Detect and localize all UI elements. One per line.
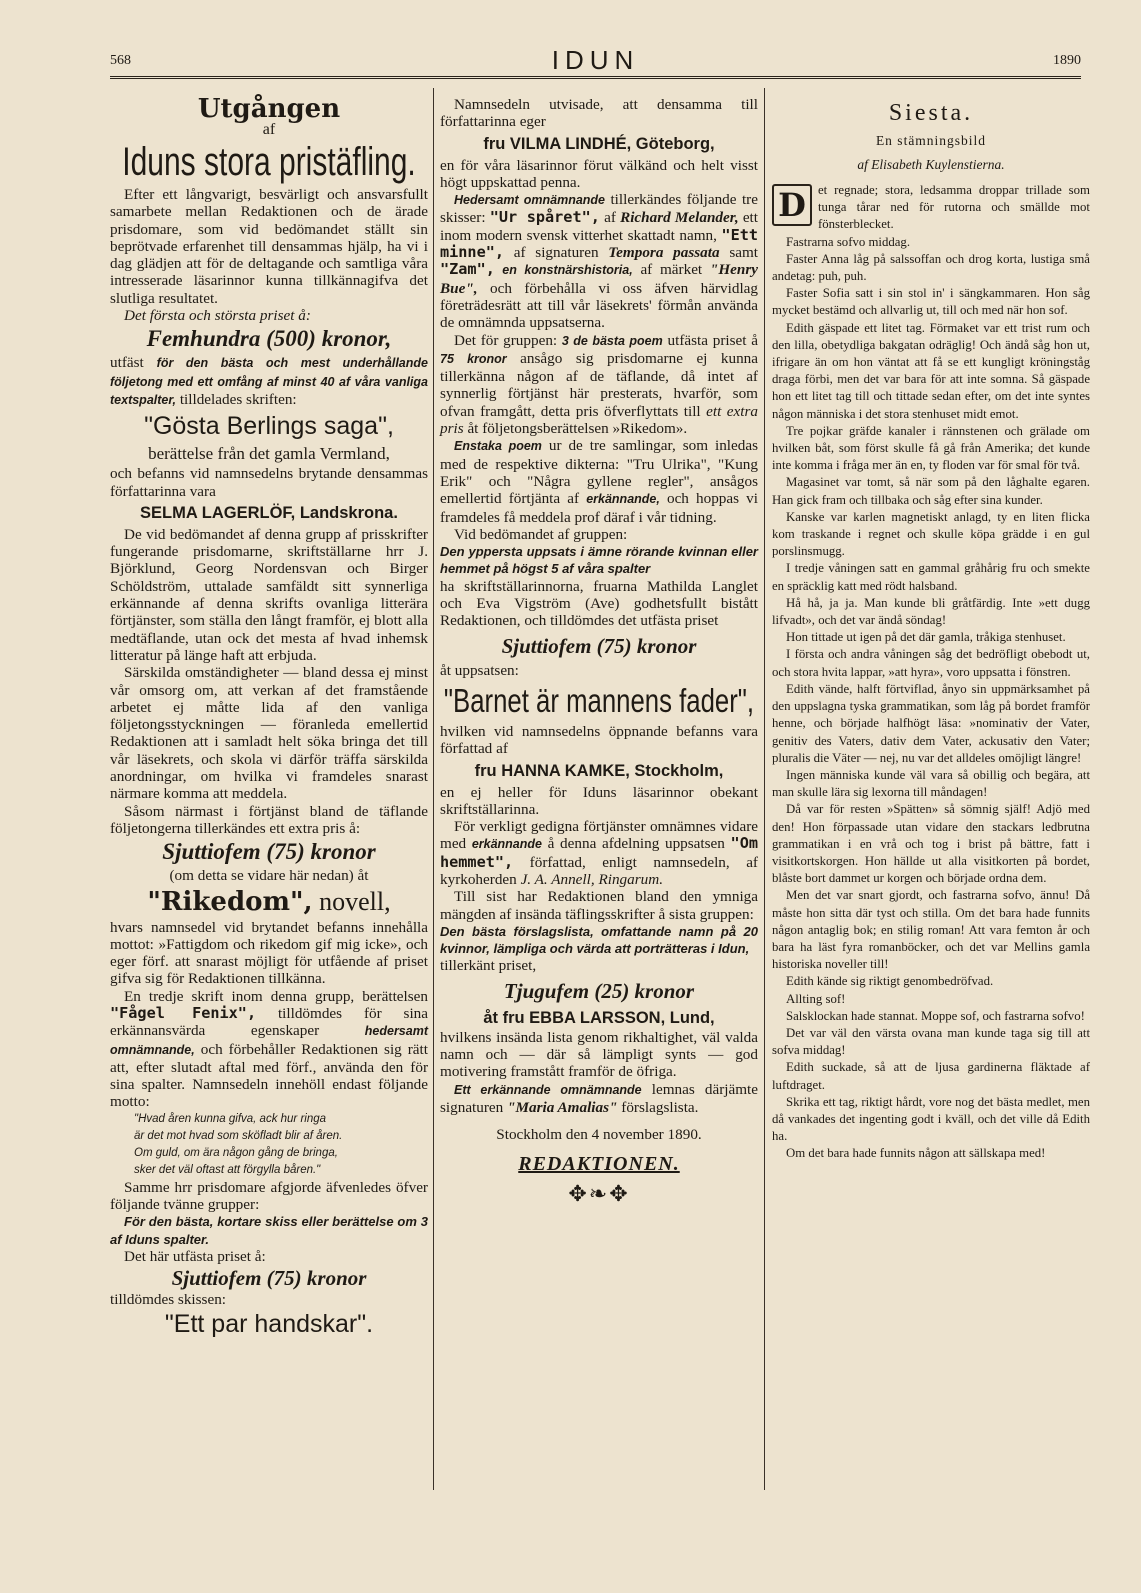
richard-name: Richard Melander, [620,209,739,227]
motto-line: är det mot hvad som sköfladt blir af åren. [134,1129,343,1142]
author-hanna: fru HANNA KAMKE, Stockholm, [474,761,724,780]
intro-paragraph: Efter ett långvarigt, besvärligt och ansvarsfullt samarbete mellan Redaktionen och de ärade prisdomare, som vid bedömandet ställt sin beprötvade erfarenhet till densammas hjälp, ha vi i dag glädjen att för de deltagande och samtliga våra intresserade läsarinnor kunna tillkännagifva det slutliga resultatet. [110,186,428,307]
prize-75-rikedom: Sjuttiofem (75) kronor [162,839,376,865]
text-span: Enstaka poem [454,439,542,454]
dateline: Stockholm den 4 november 1890. [496,1126,702,1144]
story-paragraph: Allting sof! [786,991,846,1006]
judges2-paragraph: Samme hrr prisdomare afgjorde äfvenledes öfver följande tvänne grupper: [110,1178,428,1214]
zam-title: "Zam", [440,260,495,279]
text-span: ett inom modern svensk vitterhet skattadt namn, [440,209,758,244]
text-span: och hoppas vi framdeles få meddela prof däraf i vår tidning. [440,490,758,526]
text-span: åt följetongsberättelsen »Rikedom». [463,420,688,438]
text-span: erkännande, [586,492,660,507]
rikedom-paragraph: hvars namnsedel vid brytandet befanns innehålla mottot: »Fattigdom och rikedom gif mig icke», och eger förf. att snarast möjligt för utfående af priset gifva sig för Redaktionen tillkänna. [110,918,428,988]
text-span: förslagslista. [617,1098,699,1116]
text-span: 75 kronor [440,351,507,366]
circumstances-paragraph: Särskilda omständigheter — bland dessa ej minst vår omsorg om, att verkan af det framstående arbetet ej måtte lida af den vanliga följetongsstyckningen — föranleda emellertid Redaktionen att i samladt helt söka bringa det till vår läsekrets, och skola vi därför träffa särskilda anordningar, om hvilka vi framdeles snarast närmare komma att meddela. [110,664,428,803]
text-span: et regnade; stora, ledsamma droppar trillade som tunga tårar ned för rutorna och smällde mot fönsterblecket. [818,183,1090,232]
story-paragraph: Om det bara hade funnits någon att sällskapa med! [786,1146,1046,1161]
author-vilma: fru VILMA LINDHÉ, Göteborg, [483,134,715,153]
story-paragraph: Magasinet var tomt, så när som på den låghalte egaren. Han gick fram och tillbaka och såg efter sina kunder. [772,475,1090,507]
story-title: Siesta. [888,100,974,126]
story-paragraph: Hon tittade ut igen på det där gamla, tråkiga stenhuset. [786,630,1066,645]
name-intro: Namnsedeln utvisade, att densamma till författarinna eger [440,96,758,131]
text-span: tillerkändes följande tre skisser: [440,191,758,227]
motto-verse [110,1111,428,1179]
group-short-sketch: För den bästa, kortare skiss eller berättelse om 3 af Iduns spalter. [110,1214,428,1247]
henry-signature: "Henry Bue", [440,261,758,297]
text-span: hedersamt omnämnande, [110,1024,428,1057]
story-paragraph: Fastrarna sofvo middag. [786,234,911,249]
story-paragraph: Men det var snart gjordt, och fastrarna sofvo, ännu! Då måste hon sitta där tyst och stilla. Om det bara hade funnits någon antaglig bok; en stilig roman! Att vara femton år och bara ha läst fyra romanböcker, och det var Mellins gamla historiska noveller till! [772,888,1090,972]
awarded-lead: tilldömdes skissen: [110,1291,227,1309]
fagel-paragraph [110,988,428,1111]
text-span: novell, [312,886,391,916]
text-span: tilldelades skriften: [176,390,297,408]
enstaka-paragraph [440,437,758,525]
at-uppsatsen: åt uppsatsen: [440,661,519,679]
barnet-text: hvilken vid namnsedelns öppnande befanns vara författad af [440,722,758,758]
story-paragraph: I första och andra våningen såg det bedröfligt obebodt ut, och stora hvita lappar, »att hyra», voro uppsatta i fönstren. [772,647,1090,679]
text-span: och förbehålla vi oss äfven härvidlag företrädesrätt att till vår läsekrets' förmån använda de omnämnda uppsatserna. [440,279,758,332]
story-paragraph: I tredje våningen satt en gammal gråhårig fru och smekte en spräcklig katt med rödt halsband. [772,561,1090,593]
ebba-text: hvilkens insända lista genom rikhaltighet, väl valda namn och — där så lämpligt synts — god motivering framstått framför de öfriga. [440,1028,758,1081]
rikedom-title: "Rikedom", [147,886,313,917]
gosta-title: "Gösta Berlings saga", [144,412,394,441]
announcement-af: af [262,121,276,138]
text-span: Ett erkännande omnämnande [454,1082,642,1097]
text-span: ansågo sig prisdomarne ej kunna tillerkänna någon af de täflande, då intet af synnerlig förtjänst här presterats, hvarför, som ofvan framgått, detta pris öfverflyttats till [440,349,759,420]
text-span: å denna afdelning uppsatsen [541,835,731,853]
vid-text: ha skriftställarinnorna, fruarna Mathilda Langlet och Eva Vigström (Ave) godhetsfullt bistått Redaktionen, och tilldömdes det utfästa priset [440,577,758,630]
text-span: En tredje skrift inom denna grupp, berättelsen [124,987,428,1005]
story-paragraph: Ingen människa kunde väl vara så obillig och begära, att man skulle lära sig lexorna till måndagen! [772,767,1090,800]
column-1 [110,96,428,1339]
prize-75-skiss: Sjuttiofem (75) kronor [171,1266,367,1291]
prize-75-barnet: Sjuttiofem (75) kronor [501,633,697,658]
story-paragraph: Kanske var karlen magnetiskt anlagd, ty en liten flicka kom traskande i regnet och skulle köpa grädde i en gul porslinsmugg. [772,509,1090,559]
tempora-signature: Tempora passata [608,244,720,262]
text-span: utfästa priset å [662,331,758,349]
poem-paragraph [440,332,758,438]
annell-name: J. A. Annell, Ringarum. [520,870,664,888]
last-group: Den bästa förslagslista, omfattande namn på 20 kvinnor, lämpliga och värda att porträtteras i Idun, [440,923,758,957]
last-lead: Till sist har Redaktionen bland den ymniga mängden af insända täflingsskrifter å sista gruppen: [440,888,758,923]
prize-500-text [110,354,428,409]
hemmet-title: "Om hemmet", [440,834,758,871]
column-2 [440,96,759,1206]
text-span: utfäst [110,354,157,372]
tillerkant: tillerkänt priset, [440,957,537,975]
announcement-heading: Utgången [197,94,341,124]
here-prize-lead: Det här utfästa priset å: [124,1247,266,1265]
story-paragraph: Faster Sofia satt i sin stol in' i sängkammaren. Hon såg mycket bestämd och allvarlig ut, till och med när hon sof. [772,286,1090,318]
prize-500: Femhundra (500) kronor, [146,326,392,352]
fagel-title: "Fågel Fenix", [110,1003,257,1022]
story-paragraph: Tre pojkar gräfde kanaler i rännstenen och grälade om hvilken båt, som först skulle få gå från Amerika; det kunde inte komma i fråga mer än en, ty floden var för smal för två. [772,423,1090,473]
story-byline: af Elisabeth Kuylenstierna. [857,157,1005,172]
judges-paragraph: De vid bedömandet af denna grupp af prisskrifter fungerande prisdomarne, skriftställarne hrr J. Björklund, Georg Nordensvan och Birger Schöldström, uttalade samfäldt sitt synnerliga erkännande af denna skrifts ovanliga litterära förtjänster, som ställa den långt framför, ej blott alla medtäflande, utan ock det mesta af hvad inhemsk litteratur på länge haft att erbjuda. [110,525,428,664]
text-span: lemnas därjämte signaturen [440,1080,758,1116]
spaaret-title: "Ur spåret", [489,208,600,227]
text-span: ett extra pris [440,402,758,438]
text-span: ur de tre samlingar, som inledas med de respektive dikterna: "Tru Ulrika", "Kung Erik" och "Några gyllene regler", ansågos emellertid förtjänta af [440,437,758,508]
maria-paragraph [440,1081,758,1117]
motto-line: Om guld, om ära någon gång de bringa, [134,1146,338,1159]
motto-line: sker det väl oftast att förgylla båren." [134,1163,321,1176]
hanna-text: en ej heller för Iduns läsarinnor obekant skriftställarinna. [440,783,758,818]
story-paragraph: Då var för resten »Spätten» så sömnig själf! Adjö med den! Hon förpassade utan vidare den stackars ledbrutna grammatikan i en vrå och tog i brist på bättre, fatt i visitkortskorgen. Hon hällde ut alla visitkorten på bordet, blåste bort dammet ur korgen och började ordna dem. [772,802,1090,886]
story-paragraph: Faster Anna låg på salssoffan och drog korta, lustiga små andetag: puh, puh. [772,251,1090,284]
extra-prize-lead: Såsom närmast i förtjänst bland de täflande följetongerna tillerkändes ett extra pris å: [110,802,428,837]
story-subtitle: En stämningsbild [875,133,987,148]
column-divider-2 [764,88,765,1490]
text-span: För verkligt gedigna förtjänster omnämnes vidare med [440,818,758,853]
story-paragraph: Det var väl den värsta ovana man kunde taga sig till att sofva middag! [772,1025,1090,1058]
page-number: 568 [110,53,131,68]
story-paragraph: Edith vände, halft förtviflad, ånyo sin uppmärksamhet på den uppslagna tyska grammatikan, som låg på bordet framför henne, och började halfhögt läsa: »nominativ der Vater, genitiv des Vaters, dativ dem Vater, ackusativ den Vater; pluralis die Väter — nej, nu var det alldeles omöjligt längre! [772,681,1090,765]
story-paragraph: Hå hå, ja ja. Man kunde bli gråtfärdig. Inte »ett dugg lifvadt», och det var ändå söndag! [772,595,1090,628]
prize-25: Tjugufem (25) kronor [503,978,695,1003]
text-span: en konstnärshistoria, [494,263,633,278]
honorable-mentions [440,191,758,331]
barnet-title: "Barnet är mannens fader", [443,681,755,719]
author-ebba: åt fru EBBA LARSSON, Lund, [483,1008,715,1027]
page-year: 1890 [1053,53,1081,68]
story-paragraph: Edith kände sig riktigt genombedröfvad. [786,974,994,989]
vid-lead: Vid bedömandet af gruppen: [454,525,628,543]
text-span: Det för gruppen: [454,331,562,349]
text-span: författad, enligt namnsedeln, af kyrkoherden [440,853,758,888]
see-below-note: (om detta se vidare här nedan) åt [169,867,369,885]
column-3 [772,96,1090,1163]
first-prize-lead: Det första och största priset å: [124,307,311,325]
rikedom-heading [110,885,428,919]
maria-signature: "Maria Amalias" [507,1098,618,1116]
text-span: samt [719,244,758,262]
motto-line: "Hvad åren kunna gifva, ack hur ringa [134,1112,327,1125]
column-divider-1 [433,88,434,1490]
text-span: af märket [632,261,710,279]
vid-group: Den yppersta uppsats i ämne rörande kvinnan eller hemmet på högst 5 af våra spalter [440,544,758,577]
text-span: af [599,209,621,227]
header-rule [110,76,1081,79]
story-paragraph: Edith gäspade ett litet tag. Förmaket var ett trist rum och den lilla, obetydliga bakgatan odräglig! Och ändå såg hon ut, ifrigare än om hon väntat att få se ett kungligt kröningståg draga förbi, men det var bara för att inte somna. Så gäspade hon ett litet tag till och tittade sedan efter, om det inte syntes någon människa i det stora stenhuset midt emot. [772,320,1090,421]
gosta-author-lead: och befanns vid namnsedelns brytande densammas författarinna vara [110,465,428,500]
author-selma: SELMA LAGERLÖF, Landskrona. [140,503,398,522]
text-span: 3 de bästa poem [561,333,663,348]
text-span: tilldömdes för sina erkännansvärda egenskaper [110,1004,428,1040]
text-span: af signaturen [504,244,609,262]
text-span: för den bästa och mest underhållande följetong med ett omfång af minst 40 af våra vanliga textspalter, [110,356,428,407]
text-span: erkännande [471,837,542,852]
text-span: och förbehåller Redaktionen sig rätt att, efter slutadt aftal med förf., använda den för sina spalter. Namnsedeln innehöll endast följande motto: [110,1040,428,1111]
story-paragraph: Edith suckade, så att de ljusa gardinerna fläktade af luftdraget. [772,1060,1090,1092]
ornament-icon: ✥❧✥ [568,1180,630,1206]
vilma-text: en för våra läsarinnor förut välkänd och helt visst högt uppskattad penna. [440,156,758,191]
hemmet-paragraph [440,818,758,888]
signature-redaktionen: REDAKTIONEN. [518,1152,680,1175]
story-paragraph: Salsklockan hade stannat. Moppe sof, och fastrarna sofvo! [786,1008,1085,1023]
minne-title: "Ett minne", [440,225,758,262]
announcement-subheading: Iduns stora pristäfling. [122,140,416,184]
gosta-subtitle: berättelse från det gamla Vermland, [148,444,390,464]
story-paragraph: Skrika ett tag, riktigt hårdt, vore nog det bästa medlet, men då vankades det ingenting godt i kväll, och det ville då Edith ha. [772,1094,1090,1144]
page-header [110,45,1081,75]
handskar-title: "Ett par handskar". [164,1309,374,1338]
dropcap-letter: D [772,184,812,226]
text-span: Hedersamt omnämnande [454,193,605,208]
story-paragraph [772,182,1090,234]
masthead-title: IDUN [551,45,640,75]
